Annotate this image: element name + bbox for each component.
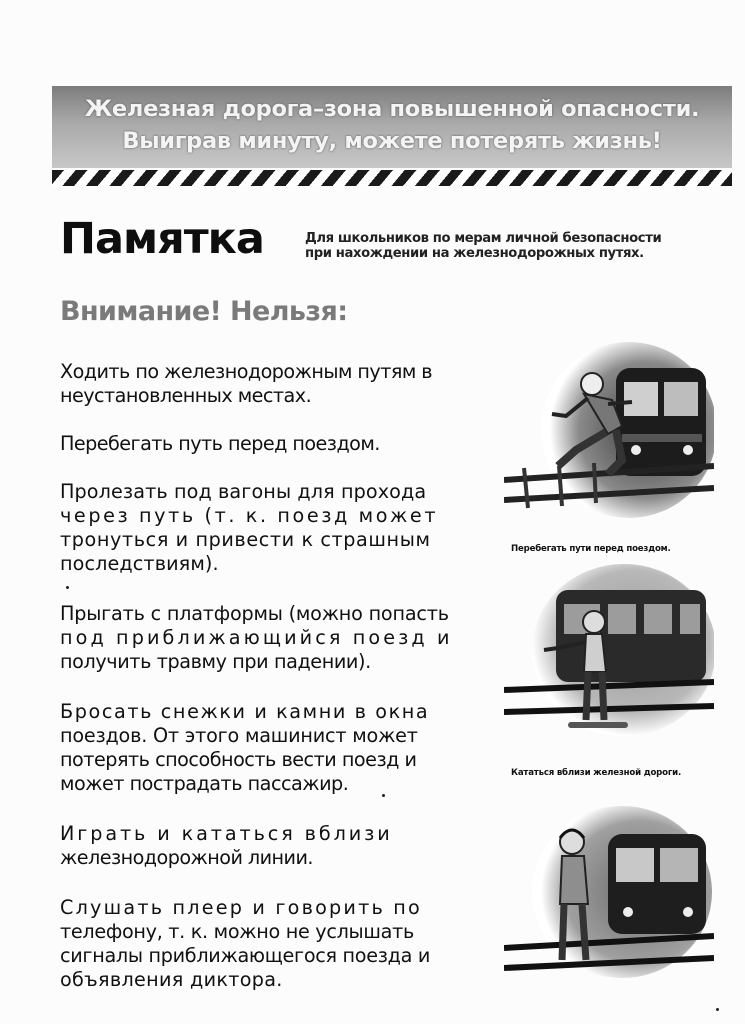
- rule-line: под приближающийся поезд и: [60, 626, 453, 649]
- illustration-caption-2: Кататься вблизи железной дороги.: [511, 768, 682, 778]
- rule-line: Пролезать под вагоны для прохода: [60, 480, 427, 503]
- rule-line: Ходить по железнодорожным путям в: [60, 360, 433, 383]
- page-title: Памятка: [60, 214, 264, 264]
- rule-line: сигналы приближающегося поезда и: [60, 944, 431, 967]
- page-subtitle: [305, 231, 735, 261]
- skating-near-railway-illustration: [504, 560, 714, 740]
- rule-line: тронуться и привести к страшным: [60, 528, 431, 551]
- rule-item: [60, 360, 492, 408]
- rule-line: Бросать снежки и камни в окна: [60, 700, 430, 723]
- banner-line-2: Выиграв минуту, можете потерять жизнь!: [122, 128, 662, 154]
- illustration-caption-1: Перебегать пути перед поездом.: [511, 544, 671, 554]
- rule-line: объявления диктора.: [60, 968, 283, 991]
- banner-line-1: Железная дорога–зона повышенной опасности.: [84, 96, 700, 122]
- rule-line: потерять способность вести поезд и: [60, 748, 417, 771]
- rule-line: неустановленных местах.: [60, 384, 312, 407]
- rule-line: последствиям).: [60, 552, 219, 575]
- subtitle-line-1: Для школьников по мерам личной безопасности: [305, 231, 662, 246]
- scan-speck: [382, 794, 385, 797]
- rule-line: Играть и кататься вблизи: [60, 822, 393, 845]
- rule-item: [60, 432, 492, 456]
- rule-item: [60, 700, 492, 796]
- rule-item: [60, 602, 492, 674]
- headphones-near-train-illustration: [504, 800, 714, 980]
- rule-item: [60, 822, 492, 870]
- warning-banner: [52, 86, 732, 168]
- rule-line: может пострадать пассажир.: [60, 772, 349, 795]
- rule-item: [60, 896, 492, 992]
- rule-line: Слушать плеер и говорить по: [60, 896, 422, 919]
- rule-line: поездов. От этого машинист может: [60, 724, 418, 747]
- subtitle-line-2: при нахождении на железнодорожных путях.: [305, 246, 644, 261]
- hazard-stripes: [52, 170, 732, 186]
- rule-line: Перебегать путь перед поездом.: [60, 432, 380, 455]
- rule-line: телефону, т. к. можно не услышать: [60, 920, 415, 943]
- rule-line: получить травму при падении).: [60, 650, 371, 673]
- scan-speck: [716, 1008, 719, 1011]
- scan-speck: [66, 586, 69, 589]
- running-across-tracks-illustration: [504, 338, 714, 518]
- rule-line: через путь (т. к. поезд может: [60, 504, 439, 527]
- rule-line: Прыгать с платформы (можно попасть: [60, 602, 449, 625]
- rule-line: железнодорожной линии.: [60, 846, 313, 869]
- attention-heading: Внимание! Нельзя:: [60, 296, 348, 327]
- rule-item: [60, 480, 492, 576]
